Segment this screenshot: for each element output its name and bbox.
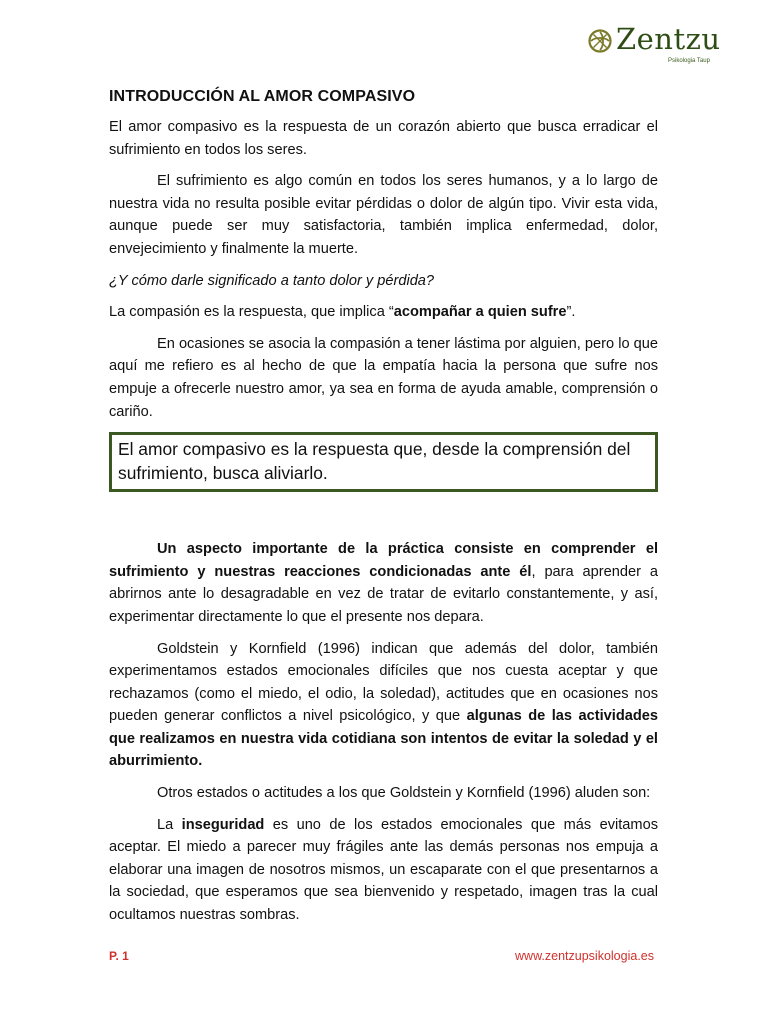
paragraph-other-states: Otros estados o actitudes a los que Goldstein y Kornfield (1996) aluden son:: [157, 785, 651, 802]
paragraph-goldstein: [109, 638, 658, 774]
text-run: La compasión es la respuesta, que implica “: [109, 304, 394, 321]
paragraph-compassion: [109, 301, 658, 324]
text-run: La: [157, 816, 182, 833]
logo-wordmark: Zentzu: [616, 22, 721, 56]
zentzu-logo: [586, 22, 726, 66]
document-title: INTRODUCCIÓN AL AMOR COMPASIVO: [109, 88, 416, 105]
paragraph-practice: [109, 538, 658, 628]
bold-text: inseguridad: [181, 816, 265, 833]
sun-swirl-icon: [586, 27, 614, 55]
paragraph-suffering: El sufrimiento es algo común en todos los seres humanos, y a lo largo de nuestra vida no resulta posible evitar pérdidas o dolor de algún tipo. Vivir esta vida, aunque puede ser muy satisfactoria, también implica enfermedad, dolor, envejecimiento y finalmente la muerte.: [109, 173, 658, 257]
text-run: , para aprender a abrirnos ante lo desagradable en vez de tratar de evitarlo constantemente, y así, experimentar directamente lo que el presente nos depara.: [109, 563, 659, 625]
bold-text: acompañar a quien sufre: [393, 304, 567, 321]
website-url[interactable]: www.zentzupsikologia.es: [515, 949, 654, 963]
paragraph-question: ¿Y cómo darle significado a tanto dolor y pérdida?: [109, 272, 435, 289]
paragraph-insecurity: [109, 814, 658, 927]
text-run: Goldstein y Kornfield (1996) indican que además del dolor, también experimentamos estados emocionales difíciles que nos cuesta aceptar y que rechazamos (como el miedo, el odio, la soledad), actitudes que en ocasiones nos pueden generar conflictos a nivel psicológico, y que: [109, 640, 658, 725]
text-run: ”.: [566, 304, 576, 321]
paragraph-intro: El amor compasivo es la respuesta de un corazón abierto que busca erradicar el sufrimiento en todos los seres.: [109, 119, 658, 158]
logo-tagline: Psikologia Taup: [668, 58, 710, 64]
page-number: P. 1: [109, 949, 129, 963]
text-run: es uno de los estados emocionales que más evitamos aceptar. El miedo a parecer muy frágiles ante las demás personas nos empuja a elaborar una imagen de nosotros mismos, un escaparate con el que presentarnos a la sociedad, que esperamos que sea bienvenido y respetado, imagen tras la cual ocultamos nuestras sombras.: [109, 816, 658, 924]
bold-text: Un aspecto importante de la práctica consiste en comprender el sufrimiento y nuestras reacciones condicionadas ante él: [109, 541, 658, 580]
bold-text: algunas de las actividades que realizamos en nuestra vida cotidiana son intentos de evitar la soledad y el aburrimiento.: [109, 708, 658, 770]
document-body: [109, 88, 658, 936]
highlight-quote-box: El amor compasivo es la respuesta que, desde la comprensión del sufrimiento, busca aliviarlo.: [109, 432, 658, 492]
paragraph-pity: En ocasiones se asocia la compasión a tener lástima por alguien, pero lo que aquí me refiero es al hecho de que la empatía hacia la persona que sufre nos empuje a ofrecerle nuestro amor, ya sea en forma de ayuda amable, comprensión o cariño.: [109, 335, 658, 420]
